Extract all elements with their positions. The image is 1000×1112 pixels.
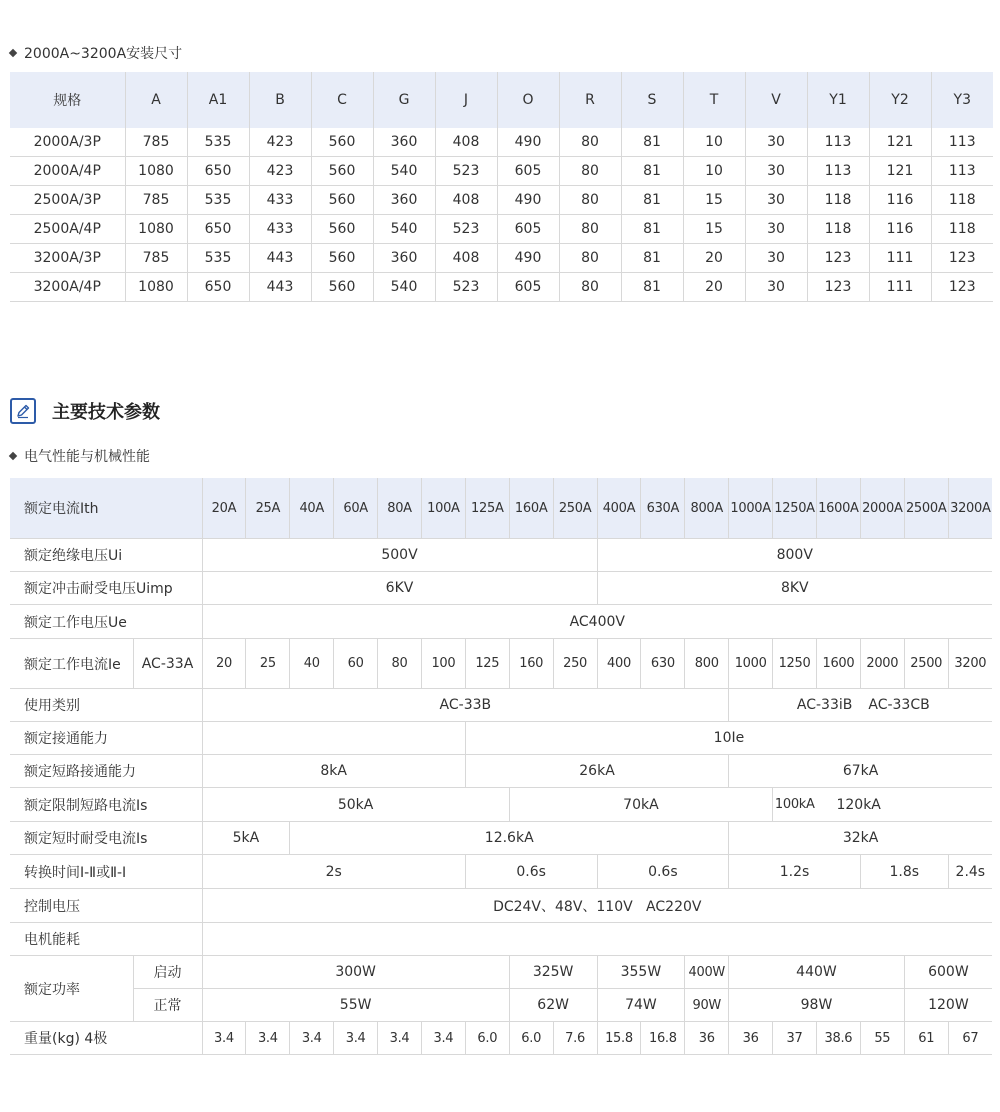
- working-current-value: 1250: [773, 639, 817, 689]
- impulse-row: [10, 572, 992, 605]
- rated-current-cell: 60A: [334, 478, 378, 539]
- weight-value: 7.6: [553, 1022, 597, 1055]
- rated-current-cell: 3200A: [948, 478, 992, 539]
- making-row: [10, 722, 992, 755]
- limited-short-c: 100kA: [773, 788, 817, 822]
- working-current-value: 160: [509, 639, 553, 689]
- insulation-high: 800V: [597, 539, 992, 572]
- short-time-c: 32kA: [729, 822, 992, 855]
- rated-current-cell: 1250A: [773, 478, 817, 539]
- rated-power-start-row: [10, 956, 992, 989]
- header-cell: V: [745, 72, 807, 128]
- dimension-value-cell: 113: [931, 157, 993, 186]
- section-heading: [10, 396, 160, 426]
- transfer-time-b: 0.6s: [465, 855, 597, 889]
- dimension-value-cell: 81: [621, 128, 683, 157]
- header-cell: 规格: [10, 72, 125, 128]
- rated-power-normal-label: 正常: [133, 989, 202, 1022]
- dimension-value-cell: 123: [807, 273, 869, 302]
- dimension-value-cell: 785: [125, 128, 187, 157]
- short-making-b: 26kA: [465, 755, 728, 788]
- dimension-value-cell: 116: [869, 215, 931, 244]
- working-voltage-value: AC400V: [202, 605, 992, 639]
- working-current-value: 2500: [904, 639, 948, 689]
- dimension-value-cell: 81: [621, 186, 683, 215]
- weight-value: 36: [729, 1022, 773, 1055]
- dimension-value-cell: 433: [249, 215, 311, 244]
- rated-current-cell: 250A: [553, 478, 597, 539]
- usage-label: 使用类别: [10, 689, 202, 722]
- short-time-a: 5kA: [202, 822, 290, 855]
- short-making-a: 8kA: [202, 755, 465, 788]
- rated-current-cell: 1600A: [816, 478, 860, 539]
- working-current-value: 80: [378, 639, 422, 689]
- section-title: 主要技术参数: [52, 402, 160, 423]
- rated-current-cell: 125A: [465, 478, 509, 539]
- dimension-value-cell: 540: [373, 215, 435, 244]
- spec-model-cell: 2000A/3P: [10, 128, 125, 157]
- dimension-value-cell: 80: [559, 186, 621, 215]
- transfer-time-row: [10, 855, 992, 889]
- weight-value: 37: [773, 1022, 817, 1055]
- dimensions-table: [10, 72, 993, 302]
- dimension-value-cell: 20: [683, 244, 745, 273]
- working-current-value: 400: [597, 639, 641, 689]
- dimension-value-cell: 408: [435, 186, 497, 215]
- working-current-value: 40: [290, 639, 334, 689]
- control-voltage-label: 控制电压: [10, 889, 202, 923]
- motor-power-label: 电机能耗: [10, 923, 202, 956]
- rated-current-cell: 80A: [378, 478, 422, 539]
- normal-power-e: 98W: [729, 989, 905, 1022]
- dimensions-subtitle: 2000A~3200A安装尺寸: [10, 43, 182, 63]
- weight-value: 3.4: [202, 1022, 246, 1055]
- dimension-value-cell: 423: [249, 157, 311, 186]
- dimension-value-cell: 111: [869, 273, 931, 302]
- rated-current-cell: 160A: [509, 478, 553, 539]
- making-label: 额定接通能力: [10, 722, 202, 755]
- dimension-value-cell: 80: [559, 157, 621, 186]
- dimension-value-cell: 1080: [125, 215, 187, 244]
- working-current-value: 1000: [729, 639, 773, 689]
- dimension-value-cell: 123: [931, 273, 993, 302]
- short-making-c: 67kA: [729, 755, 992, 788]
- dimension-value-cell: 80: [559, 244, 621, 273]
- weight-value: 3.4: [421, 1022, 465, 1055]
- weight-value: 15.8: [597, 1022, 641, 1055]
- table-row: [10, 215, 993, 244]
- dimension-value-cell: 423: [249, 128, 311, 157]
- dimension-value-cell: 10: [683, 128, 745, 157]
- limited-short-d: 120kA: [816, 788, 992, 822]
- working-current-category: AC-33A: [133, 639, 202, 689]
- working-current-value: 800: [685, 639, 729, 689]
- header-cell: J: [435, 72, 497, 128]
- limited-short-b: 70kA: [509, 788, 772, 822]
- dimension-value-cell: 560: [311, 128, 373, 157]
- dimension-value-cell: 560: [311, 244, 373, 273]
- rated-current-cell: 2000A: [860, 478, 904, 539]
- rated-power-normal-row: [10, 989, 992, 1022]
- dimension-value-cell: 1080: [125, 157, 187, 186]
- dimension-value-cell: 30: [745, 186, 807, 215]
- dimension-value-cell: 113: [807, 157, 869, 186]
- table-row: [10, 128, 993, 157]
- working-current-value: 100: [421, 639, 465, 689]
- header-cell: A: [125, 72, 187, 128]
- motor-power-row: [10, 923, 992, 956]
- dimension-value-cell: 80: [559, 128, 621, 157]
- short-time-row: [10, 822, 992, 855]
- dimension-value-cell: 81: [621, 215, 683, 244]
- header-cell: C: [311, 72, 373, 128]
- limited-short-label: 额定限制短路电流Is: [10, 788, 202, 822]
- dimension-value-cell: 560: [311, 273, 373, 302]
- rated-current-label: 额定电流Ith: [10, 478, 202, 539]
- dimension-value-cell: 15: [683, 186, 745, 215]
- dimension-value-cell: 560: [311, 157, 373, 186]
- normal-power-d: 90W: [685, 989, 729, 1022]
- dimension-value-cell: 121: [869, 157, 931, 186]
- dimension-value-cell: 121: [869, 128, 931, 157]
- dimension-value-cell: 360: [373, 244, 435, 273]
- insulation-row: [10, 539, 992, 572]
- short-making-row: [10, 755, 992, 788]
- rated-power-label: 额定功率: [10, 956, 133, 1022]
- usage-row: [10, 689, 992, 722]
- header-cell: O: [497, 72, 559, 128]
- dimension-value-cell: 605: [497, 157, 559, 186]
- dimension-value-cell: 523: [435, 215, 497, 244]
- dimension-value-cell: 490: [497, 128, 559, 157]
- spec-model-cell: 3200A/3P: [10, 244, 125, 273]
- dimension-value-cell: 560: [311, 186, 373, 215]
- header-cell: T: [683, 72, 745, 128]
- working-current-value: 20: [202, 639, 246, 689]
- dimension-value-cell: 15: [683, 215, 745, 244]
- dimension-value-cell: 443: [249, 244, 311, 273]
- dimension-value-cell: 81: [621, 157, 683, 186]
- header-cell: B: [249, 72, 311, 128]
- start-power-e: 440W: [729, 956, 905, 989]
- working-current-value: 60: [334, 639, 378, 689]
- dimension-value-cell: 535: [187, 186, 249, 215]
- rated-current-cell: 100A: [421, 478, 465, 539]
- spec-model-cell: 2500A/3P: [10, 186, 125, 215]
- weight-value: 61: [904, 1022, 948, 1055]
- dimension-value-cell: 408: [435, 128, 497, 157]
- dimension-value-cell: 30: [745, 215, 807, 244]
- weight-value: 3.4: [290, 1022, 334, 1055]
- rated-current-cell: 40A: [290, 478, 334, 539]
- start-power-d: 400W: [685, 956, 729, 989]
- weight-value: 6.0: [509, 1022, 553, 1055]
- header-cell: Y2: [869, 72, 931, 128]
- weight-label: 重量(kg) 4极: [10, 1022, 202, 1055]
- table-row: [10, 244, 993, 273]
- header-cell: G: [373, 72, 435, 128]
- working-current-value: 25: [246, 639, 290, 689]
- short-making-label: 额定短路接通能力: [10, 755, 202, 788]
- bullet-diamond-icon: [9, 452, 17, 460]
- transfer-time-e: 1.8s: [860, 855, 948, 889]
- dimension-value-cell: 30: [745, 157, 807, 186]
- edit-pencil-icon: [10, 398, 36, 424]
- working-current-value: 630: [641, 639, 685, 689]
- header-cell: A1: [187, 72, 249, 128]
- header-cell: Y3: [931, 72, 993, 128]
- working-current-row: [10, 639, 992, 689]
- normal-power-a: 55W: [202, 989, 509, 1022]
- table-row: [10, 273, 993, 302]
- dimension-value-cell: 490: [497, 186, 559, 215]
- weight-value: 16.8: [641, 1022, 685, 1055]
- dimension-value-cell: 785: [125, 186, 187, 215]
- rated-current-cell: 1000A: [729, 478, 773, 539]
- weight-row: [10, 1022, 992, 1055]
- making-empty-cell: [202, 722, 465, 755]
- weight-value: 3.4: [334, 1022, 378, 1055]
- insulation-low: 500V: [202, 539, 597, 572]
- start-power-c: 355W: [597, 956, 685, 989]
- dimension-value-cell: 360: [373, 128, 435, 157]
- spec-model-cell: 2500A/4P: [10, 215, 125, 244]
- working-voltage-row: [10, 605, 992, 639]
- rated-current-row: [10, 478, 992, 539]
- dimension-value-cell: 605: [497, 273, 559, 302]
- transfer-time-f: 2.4s: [948, 855, 992, 889]
- working-current-value: 125: [465, 639, 509, 689]
- dimension-value-cell: 118: [931, 186, 993, 215]
- dimension-value-cell: 80: [559, 215, 621, 244]
- limited-short-row: [10, 788, 992, 822]
- header-cell: R: [559, 72, 621, 128]
- rated-current-cell: 630A: [641, 478, 685, 539]
- usage-high-1: AC-33iB: [729, 689, 861, 722]
- impulse-low: 6KV: [202, 572, 597, 605]
- dimension-value-cell: 10: [683, 157, 745, 186]
- transfer-time-label: 转换时间Ⅰ-Ⅱ或Ⅱ-Ⅰ: [10, 855, 202, 889]
- weight-value: 38.6: [816, 1022, 860, 1055]
- dimension-value-cell: 785: [125, 244, 187, 273]
- working-voltage-label: 额定工作电压Ue: [10, 605, 202, 639]
- control-voltage-value: DC24V、48V、110V AC220V: [202, 889, 992, 923]
- rated-power-start-label: 启动: [133, 956, 202, 989]
- working-current-label: 额定工作电流Ie: [10, 639, 133, 689]
- dimension-value-cell: 535: [187, 128, 249, 157]
- spec-model-cell: 3200A/4P: [10, 273, 125, 302]
- normal-power-b: 62W: [509, 989, 597, 1022]
- header-cell: Y1: [807, 72, 869, 128]
- dimension-value-cell: 650: [187, 273, 249, 302]
- dimension-value-cell: 433: [249, 186, 311, 215]
- bullet-diamond-icon: [9, 49, 17, 57]
- dimension-value-cell: 118: [931, 215, 993, 244]
- dimension-value-cell: 111: [869, 244, 931, 273]
- transfer-time-a: 2s: [202, 855, 465, 889]
- dimension-value-cell: 123: [807, 244, 869, 273]
- start-power-b: 325W: [509, 956, 597, 989]
- usage-low: AC-33B: [202, 689, 729, 722]
- weight-value: 67: [948, 1022, 992, 1055]
- dimension-value-cell: 605: [497, 215, 559, 244]
- dimension-value-cell: 20: [683, 273, 745, 302]
- spec-table: [10, 478, 992, 1055]
- working-current-value: 2000: [860, 639, 904, 689]
- dimension-value-cell: 113: [807, 128, 869, 157]
- dimension-value-cell: 118: [807, 186, 869, 215]
- transfer-time-c: 0.6s: [597, 855, 729, 889]
- spec-model-cell: 2000A/4P: [10, 157, 125, 186]
- impulse-high: 8KV: [597, 572, 992, 605]
- dimension-value-cell: 523: [435, 157, 497, 186]
- normal-power-f: 120W: [904, 989, 992, 1022]
- limited-short-a: 50kA: [202, 788, 509, 822]
- motor-power-empty-cell: [202, 923, 992, 956]
- dimension-value-cell: 490: [497, 244, 559, 273]
- dimension-value-cell: 30: [745, 244, 807, 273]
- dimension-value-cell: 118: [807, 215, 869, 244]
- dimension-value-cell: 123: [931, 244, 993, 273]
- dimension-value-cell: 535: [187, 244, 249, 273]
- dimension-value-cell: 113: [931, 128, 993, 157]
- header-cell: S: [621, 72, 683, 128]
- usage-high-2: AC-33CB: [860, 689, 992, 722]
- working-current-value: 1600: [816, 639, 860, 689]
- transfer-time-d: 1.2s: [729, 855, 861, 889]
- dimension-value-cell: 81: [621, 273, 683, 302]
- normal-power-c: 74W: [597, 989, 685, 1022]
- insulation-label: 额定绝缘电压Ui: [10, 539, 202, 572]
- dimension-value-cell: 523: [435, 273, 497, 302]
- dimension-value-cell: 81: [621, 244, 683, 273]
- rated-current-cell: 2500A: [904, 478, 948, 539]
- tech-subtitle: 电气性能与机械性能: [10, 446, 150, 466]
- dimension-value-cell: 650: [187, 157, 249, 186]
- working-current-value: 250: [553, 639, 597, 689]
- table-row: [10, 186, 993, 215]
- table-row: [10, 157, 993, 186]
- dimensions-header-row: [10, 72, 993, 128]
- short-time-b: 12.6kA: [290, 822, 729, 855]
- weight-value: 6.0: [465, 1022, 509, 1055]
- start-power-f: 600W: [904, 956, 992, 989]
- weight-value: 3.4: [246, 1022, 290, 1055]
- dimension-value-cell: 540: [373, 273, 435, 302]
- dimension-value-cell: 540: [373, 157, 435, 186]
- dimension-value-cell: 1080: [125, 273, 187, 302]
- working-current-value: 3200: [948, 639, 992, 689]
- dimension-value-cell: 116: [869, 186, 931, 215]
- short-time-label: 额定短时耐受电流Is: [10, 822, 202, 855]
- weight-value: 3.4: [378, 1022, 422, 1055]
- impulse-label: 额定冲击耐受电压Uimp: [10, 572, 202, 605]
- dimension-value-cell: 360: [373, 186, 435, 215]
- rated-current-cell: 20A: [202, 478, 246, 539]
- rated-current-cell: 800A: [685, 478, 729, 539]
- dimension-value-cell: 443: [249, 273, 311, 302]
- dimension-value-cell: 408: [435, 244, 497, 273]
- weight-value: 55: [860, 1022, 904, 1055]
- start-power-a: 300W: [202, 956, 509, 989]
- weight-value: 36: [685, 1022, 729, 1055]
- rated-current-cell: 400A: [597, 478, 641, 539]
- dimension-value-cell: 560: [311, 215, 373, 244]
- dimension-value-cell: 650: [187, 215, 249, 244]
- dimension-value-cell: 30: [745, 128, 807, 157]
- dimension-value-cell: 80: [559, 273, 621, 302]
- making-value: 10Ie: [465, 722, 992, 755]
- control-voltage-row: [10, 889, 992, 923]
- rated-current-cell: 25A: [246, 478, 290, 539]
- dimension-value-cell: 30: [745, 273, 807, 302]
